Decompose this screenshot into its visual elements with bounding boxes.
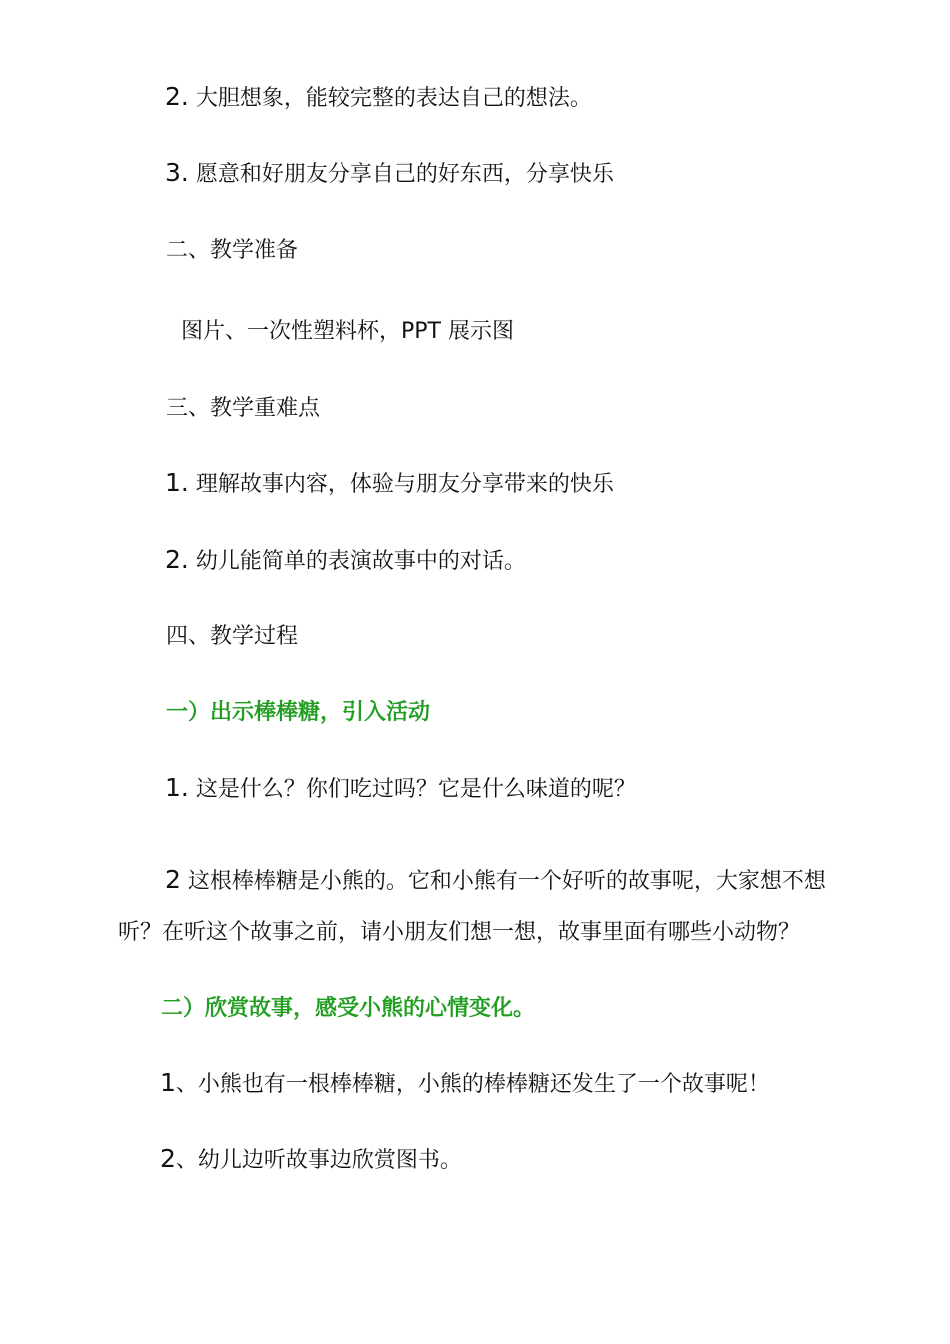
- item-text: 这是什么？你们吃过吗？它是什么味道的呢？: [188, 777, 636, 802]
- process-step-1-heading: 一）出示棒棒糖，引入活动: [166, 700, 431, 725]
- item-number: 2.: [165, 82, 189, 111]
- item-text: 这根棒棒糖是小熊的。它和小熊有一个好听的故事呢，大家想不想: [180, 869, 826, 894]
- item-text: 幼儿能简单的表演故事中的对话。: [188, 549, 526, 574]
- section-heading-preparation: 二、教学准备: [166, 238, 299, 263]
- process-step-1-question-2: [165, 865, 826, 897]
- section-heading-key-points: 三、教学重难点: [166, 396, 321, 421]
- item-text: 、幼儿边听故事边欣赏图书。: [175, 1148, 462, 1173]
- key-point-2: [165, 545, 526, 577]
- process-step-1-question-2-continued: 听？在听这个故事之前，请小朋友们想一想，故事里面有哪些小动物？: [118, 920, 801, 945]
- key-point-1: [165, 468, 614, 500]
- goal-item-3: [165, 158, 614, 190]
- process-step-2-item-1: [160, 1068, 770, 1100]
- preparation-text: 图片、一次性塑料杯，PPT 展示图: [181, 319, 514, 344]
- item-number: 2.: [165, 545, 189, 574]
- item-number: 2: [160, 1144, 176, 1173]
- item-text: 大胆想象，能较完整的表达自己的想法。: [188, 86, 592, 111]
- item-text: 理解故事内容，体验与朋友分享带来的快乐: [188, 472, 614, 497]
- process-step-1-question-1: [165, 773, 636, 805]
- item-text: 愿意和好朋友分享自己的好东西，分享快乐: [188, 162, 614, 187]
- item-number: 3.: [165, 158, 189, 187]
- item-number: 2: [165, 865, 181, 894]
- item-text: 、小熊也有一根棒棒糖，小熊的棒棒糖还发生了一个故事呢！: [175, 1072, 770, 1097]
- item-number: 1.: [165, 773, 189, 802]
- section-heading-process: 四、教学过程: [166, 624, 299, 649]
- item-number: 1.: [165, 468, 189, 497]
- process-step-2-item-2: [160, 1144, 462, 1176]
- item-number: 1: [160, 1068, 176, 1097]
- process-step-2-heading: 二）欣赏故事，感受小熊的心情变化。: [161, 996, 536, 1021]
- goal-item-2: [165, 82, 592, 114]
